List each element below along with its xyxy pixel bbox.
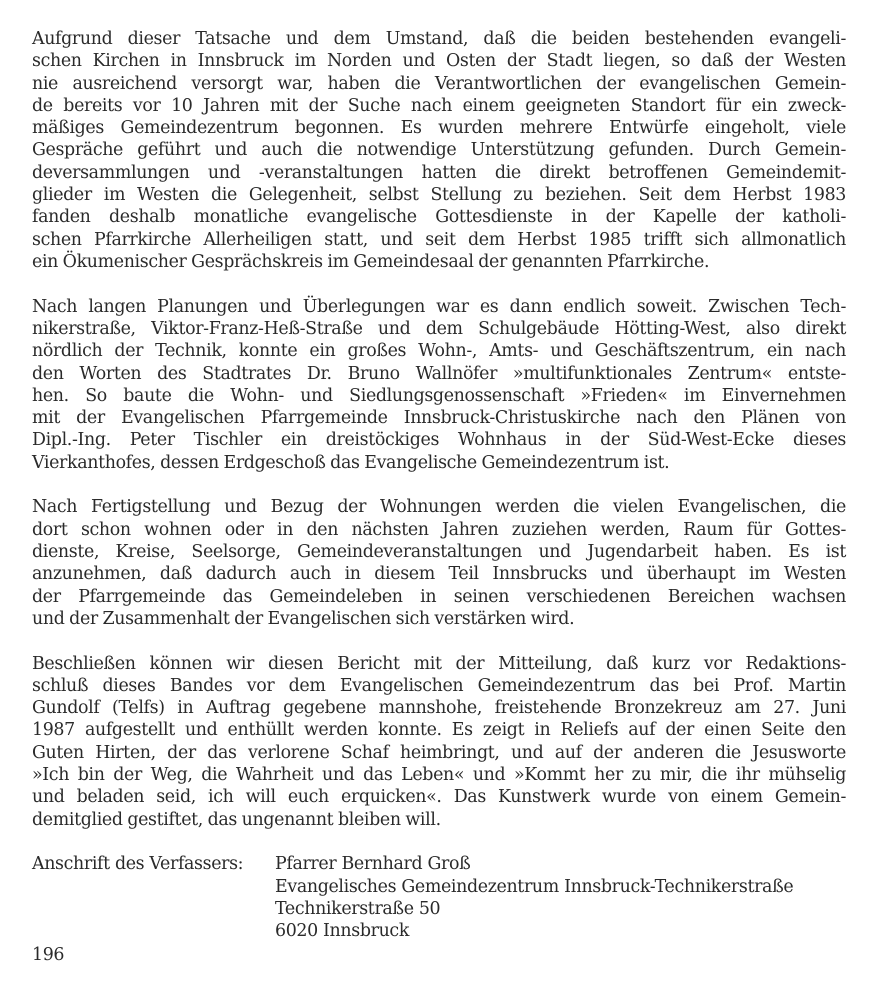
text-line: Aufgrund dieser Tatsache und dem Umstand, daß die beiden bestehenden evangeli- [32, 29, 846, 49]
address-block [275, 853, 793, 942]
paragraph-gap [32, 273, 846, 295]
paragraph-4 [32, 653, 846, 831]
text-line: schluß dieses Bandes vor dem Evangelischen Gemeindezentrum das bei Prof. Martin [32, 675, 846, 696]
text-line: schen Kirchen in Innsbruck im Norden und Osten der Stadt liegen, so daß der Westen [32, 51, 846, 72]
text-line: de bereits vor 10 Jahren mit der Suche nach einem geeigneten Standort für ein zweck- [32, 95, 846, 116]
text-line: Guten Hirten, der das verlorene Schaf heimbringt, und auf der anderen die Jesusworte [32, 742, 846, 763]
page-number: 196 [32, 945, 65, 965]
paragraph-gap [32, 630, 846, 652]
text-line: Nach langen Planungen und Überlegungen war es dann endlich soweit. Zwischen Tech- [32, 296, 846, 317]
text-line: den Worten des Stadtrates Dr. Bruno Wallnöfer »multifunktionales Zentrum« entste- [32, 363, 846, 384]
address-label: Anschrift des Verfassers: [32, 854, 244, 875]
text-line: nördlich der Technik, konnte ein großes Wohn-, Amts- und Geschäftszentrum, ein nach [32, 341, 846, 362]
paragraph-gap [32, 831, 846, 853]
text-line: der Pfarrgemeinde das Gemeindeleben in seinen verschiedenen Bereichen wachsen [32, 586, 846, 607]
text-line: demitglied gestiftet, das ungenannt bleiben will. [32, 809, 441, 830]
author-address [32, 853, 846, 942]
text-line: Vierkanthofes, dessen Erdgeschoß das Evangelische Gemeindezentrum ist. [32, 452, 670, 473]
text-line: hen. So baute die Wohn- und Siedlungsgenossenschaft »Frieden« im Einvernehmen [32, 385, 846, 406]
text-line: dienste, Kreise, Seelsorge, Gemeindeveranstaltungen und Jugendarbeit haben. Es ist [32, 542, 846, 563]
text-line: schen Pfarrkirche Allerheiligen statt, und seit dem Herbst 1985 trifft sich allmonatlich [32, 229, 846, 250]
document-page [32, 28, 846, 942]
text-line: Nach Fertigstellung und Bezug der Wohnungen werden die vielen Evangelischen, die [32, 497, 846, 518]
text-line: Dipl.-Ing. Peter Tischler ein dreistöckiges Wohnhaus in der Süd-West-Ecke dieses [32, 430, 846, 451]
address-line: Technikerstraße 50 [275, 898, 441, 919]
text-line: glieder im Westen die Gelegenheit, selbst Stellung zu beziehen. Seit dem Herbst 1983 [32, 185, 846, 206]
text-line: deversammlungen und -veranstaltungen hatten die direkt betroffenen Gemeindemit- [32, 162, 846, 183]
text-line: »Ich bin der Weg, die Wahrheit und das Leben« und »Kommt her zu mir, die ihr mühselig [32, 765, 846, 786]
paragraph-gap [32, 474, 846, 496]
address-line: Pfarrer Bernhard Groß [275, 854, 471, 875]
text-line: und der Zusammenhalt der Evangelischen sich verstärken wird. [32, 608, 575, 629]
text-line: fanden deshalb monatliche evangelische Gottesdienste in der Kapelle der katholi- [32, 207, 846, 228]
address-line: 6020 Innsbruck [275, 921, 410, 942]
text-line: nikerstraße, Viktor-Franz-Heß-Straße und dem Schulgebäude Hötting-West, also direkt [32, 318, 846, 339]
paragraph-1 [32, 28, 846, 273]
text-line: anzunehmen, daß dadurch auch in diesem Teil Innsbrucks und überhaupt im Westen [32, 564, 846, 585]
text-line: dort schon wohnen oder in den nächsten Jahren zuziehen werden, Raum für Gottes- [32, 519, 846, 540]
text-line: Gundolf (Telfs) in Auftrag gegebene mannshohe, freistehende Bronzekreuz am 27. Juni [32, 698, 846, 719]
text-line: 1987 aufgestellt und enthüllt werden konnte. Es zeigt in Reliefs auf der einen Seite den [32, 720, 846, 741]
text-line: Gespräche geführt und auch die notwendige Unterstützung gefunden. Durch Gemein- [32, 140, 846, 161]
text-line: mäßiges Gemeindezentrum begonnen. Es wurden mehrere Entwürfe eingeholt, viele [32, 118, 846, 139]
text-line: ein Ökumenischer Gesprächskreis im Gemeindesaal der genannten Pfarrkirche. [32, 251, 710, 272]
text-line: Beschließen können wir diesen Bericht mit der Mitteilung, daß kurz vor Redaktions- [32, 653, 846, 674]
paragraph-3 [32, 496, 846, 630]
text-line: und beladen seid, ich will euch erquicken«. Das Kunstwerk wurde von einem Gemein- [32, 787, 846, 808]
paragraph-2 [32, 296, 846, 474]
text-line: nie ausreichend versorgt war, haben die Verantwortlichen der evangelischen Gemein- [32, 73, 846, 94]
address-line: Evangelisches Gemeindezentrum Innsbruck-Technikerstraße [275, 876, 794, 897]
text-line: mit der Evangelischen Pfarrgemeinde Innsbruck-Christuskirche nach den Plänen von [32, 408, 846, 429]
